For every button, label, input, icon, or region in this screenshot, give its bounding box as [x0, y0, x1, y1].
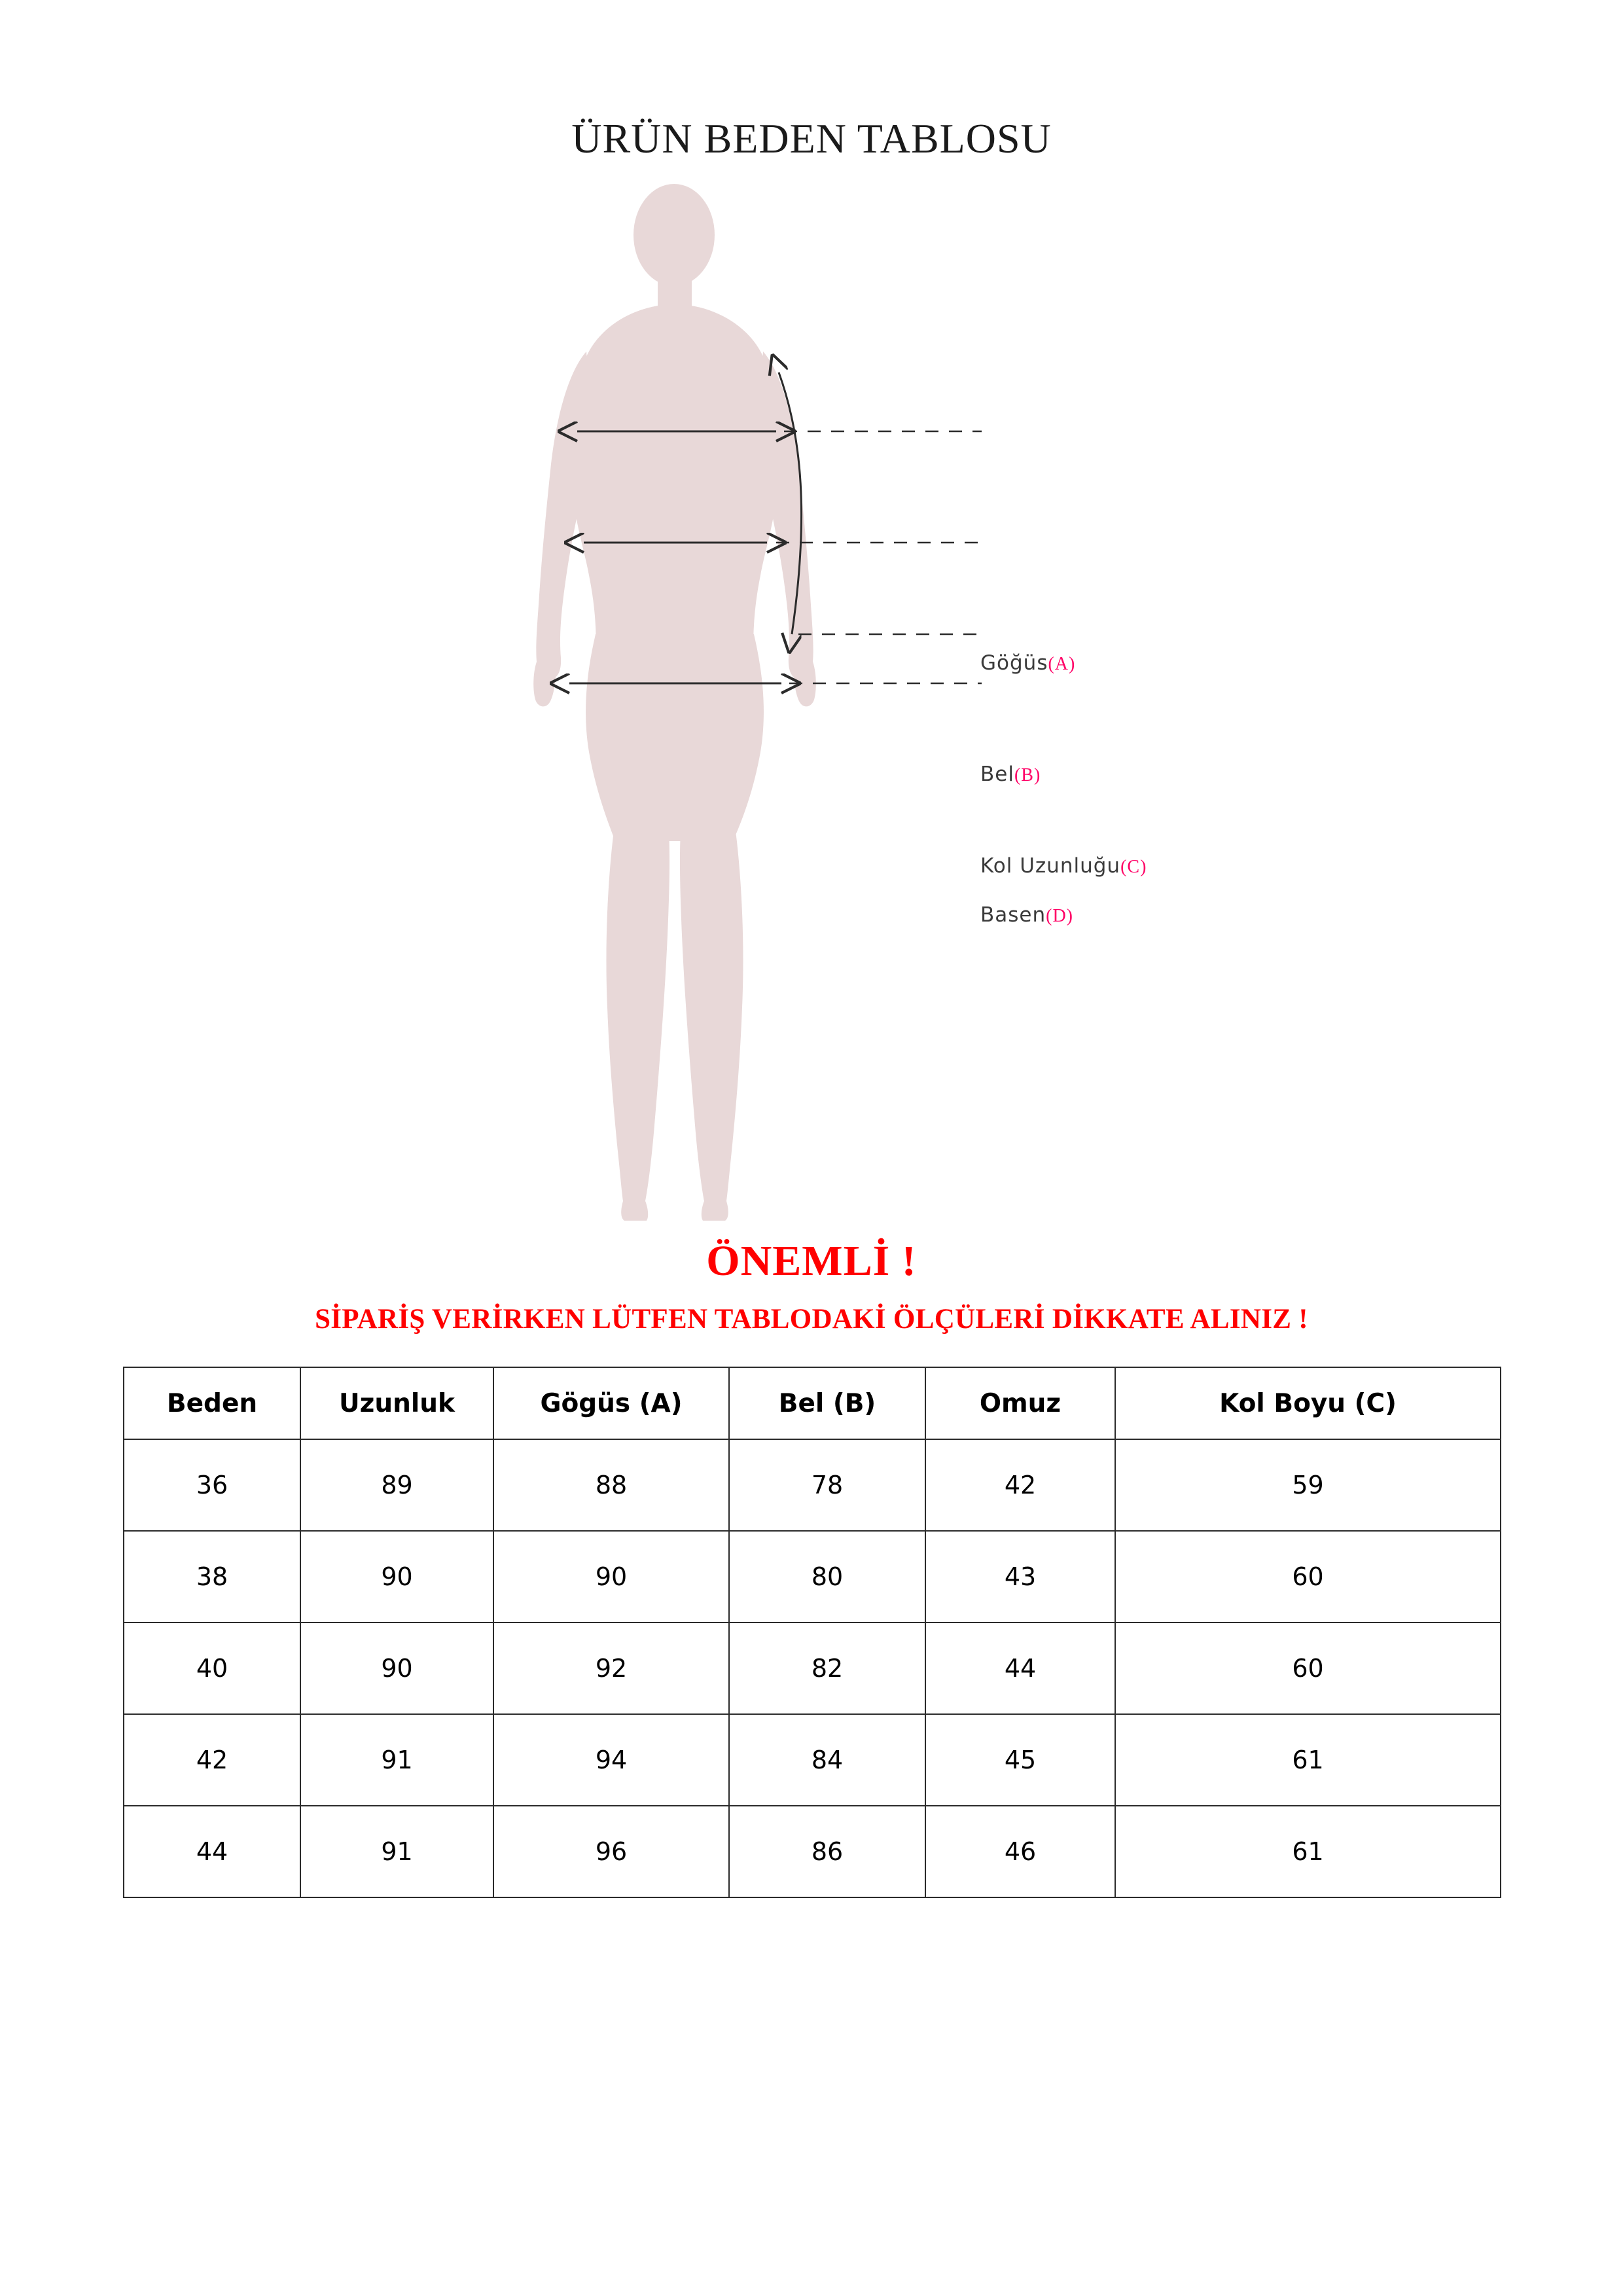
cell-kol-boyu: 59 [1115, 1439, 1501, 1531]
table-row [124, 1531, 1501, 1623]
cell-omuz: 45 [925, 1714, 1115, 1806]
cell-beden: 40 [124, 1623, 300, 1714]
cell-kol-boyu: 60 [1115, 1623, 1501, 1714]
column-header-uzunluk: Uzunluk [300, 1367, 493, 1439]
cell-gogus: 96 [493, 1806, 729, 1897]
measurement-figure [0, 170, 1623, 1230]
annotation-code-sleeve-length: (C) [1120, 857, 1147, 877]
table-row [124, 1439, 1501, 1531]
cell-gogus: 88 [493, 1439, 729, 1531]
table-header-row [124, 1367, 1501, 1439]
annotation-label-hip [980, 903, 1073, 927]
cell-uzunluk: 90 [300, 1531, 493, 1623]
cell-omuz: 43 [925, 1531, 1115, 1623]
column-header-kol-boyu: Kol Boyu (C) [1115, 1367, 1501, 1439]
table-row [124, 1623, 1501, 1714]
cell-omuz: 46 [925, 1806, 1115, 1897]
cell-omuz: 44 [925, 1623, 1115, 1714]
cell-kol-boyu: 60 [1115, 1531, 1501, 1623]
cell-bel: 86 [729, 1806, 925, 1897]
cell-bel: 82 [729, 1623, 925, 1714]
annotation-code-hip: (D) [1046, 906, 1074, 926]
page-title: ÜRÜN BEDEN TABLOSU [571, 115, 1052, 162]
cell-uzunluk: 89 [300, 1439, 493, 1531]
annotation-label-bust [980, 651, 1075, 675]
cell-gogus: 92 [493, 1623, 729, 1714]
cell-beden: 44 [124, 1806, 300, 1897]
table-row [124, 1714, 1501, 1806]
table-row [124, 1806, 1501, 1897]
annotation-label-sleeve-length [980, 854, 1147, 878]
cell-omuz: 42 [925, 1439, 1115, 1531]
column-header-gogus: Gögüs (A) [493, 1367, 729, 1439]
cell-bel: 78 [729, 1439, 925, 1531]
cell-beden: 42 [124, 1714, 300, 1806]
cell-uzunluk: 91 [300, 1714, 493, 1806]
warning-headline: ÖNEMLİ ! [706, 1237, 917, 1285]
cell-kol-boyu: 61 [1115, 1714, 1501, 1806]
cell-bel: 84 [729, 1714, 925, 1806]
cell-uzunluk: 90 [300, 1623, 493, 1714]
size-table [123, 1367, 1501, 1898]
column-header-bel: Bel (B) [729, 1367, 925, 1439]
cell-bel: 80 [729, 1531, 925, 1623]
cell-beden: 38 [124, 1531, 300, 1623]
cell-beden: 36 [124, 1439, 300, 1531]
annotation-label-waist [980, 762, 1041, 786]
annotation-text-bust: Göğüs [980, 651, 1048, 675]
annotation-text-waist: Bel [980, 762, 1014, 786]
column-header-beden: Beden [124, 1367, 300, 1439]
warning-subline: SİPARİŞ VERİRKEN LÜTFEN TABLODAKİ ÖLÇÜLERİ DİKKATE ALINIZ ! [315, 1304, 1308, 1335]
cell-gogus: 94 [493, 1714, 729, 1806]
measurement-arrows [458, 176, 1440, 1223]
annotation-text-hip: Basen [980, 903, 1046, 927]
cell-uzunluk: 91 [300, 1806, 493, 1897]
annotation-code-waist: (B) [1014, 765, 1041, 785]
annotation-text-sleeve-length: Kol Uzunluğu [980, 854, 1121, 878]
column-header-omuz: Omuz [925, 1367, 1115, 1439]
cell-kol-boyu: 61 [1115, 1806, 1501, 1897]
annotation-code-bust: (A) [1048, 654, 1076, 674]
cell-gogus: 90 [493, 1531, 729, 1623]
size-table-container [123, 1367, 1500, 1898]
